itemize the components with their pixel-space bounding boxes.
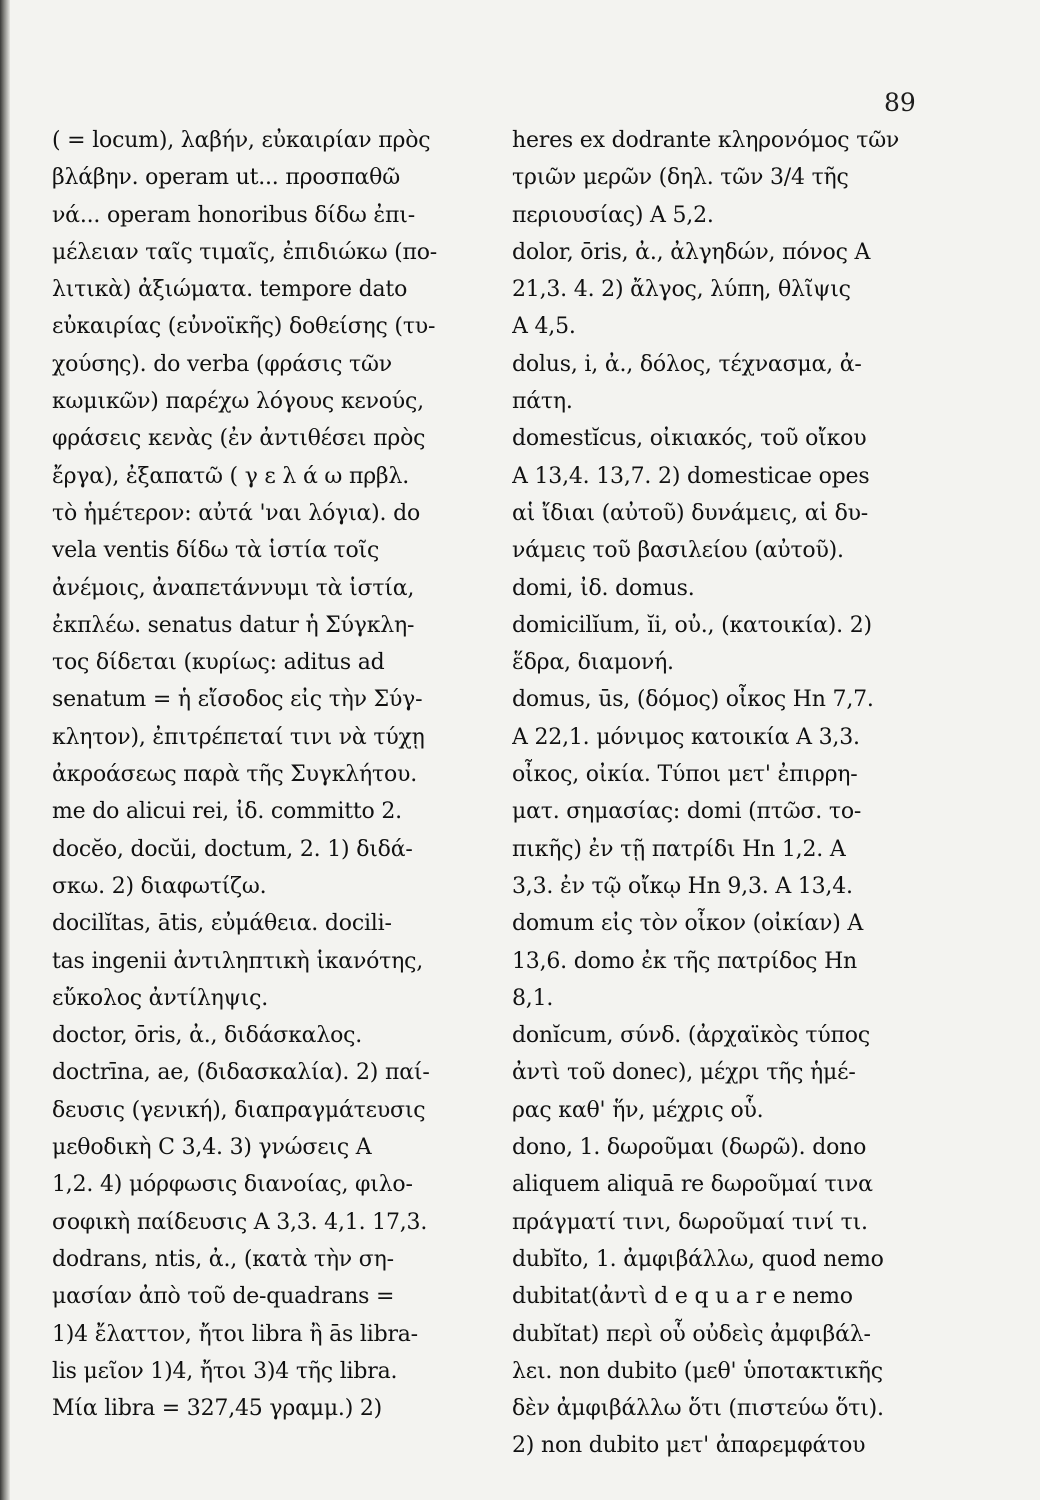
text-line: dubĭtat) περὶ οὗ οὐδεὶς ἀμφιβάλ- (512, 1321, 871, 1347)
text-line: πάτη. (512, 389, 573, 415)
text-line: ἀκροάσεως παρὰ τῆς Συγκλήτου. (52, 762, 418, 788)
text-line: Μία libra = 327,45 γραμμ.) 2) (52, 1396, 383, 1422)
page-number: 89 (884, 88, 916, 117)
right-column (512, 122, 930, 1465)
book-spine-shadow (0, 0, 10, 1500)
text-line: vela ventis δίδω τὰ ἱστία τοῖς (52, 538, 380, 564)
text-line: πράγματί τινι, δωροῦμαί τινί τι. (512, 1209, 868, 1235)
text-line: dolor, ōris, ἀ., ἀλγηδών, πόνος A (512, 239, 871, 265)
text-line: ἐκπλέω. senatus datur ἡ Σύγκλη- (52, 612, 415, 638)
text-line: tas ingenii ἀντιληπτικὴ ἱκανότης, (52, 948, 424, 974)
text-line: domus, ūs, (δόμος) οἶκος Hn 7,7. (512, 687, 874, 713)
text-line: τριῶν μερῶν (δηλ. τῶν 3/4 τῆς (512, 165, 849, 191)
text-line: κωμικῶν) παρέχω λόγους κενούς, (52, 389, 424, 415)
text-line: σοφικὴ παίδευσις A 3,3. 4,1. 17,3. (52, 1209, 428, 1235)
text-line: πικῆς) ἐν τῇ πατρίδι Hn 1,2. A (512, 836, 846, 862)
text-line: αἱ ἴδιαι (αὐτοῦ) δυνάμεις, αἱ δυ- (512, 500, 869, 526)
text-line: ἕδρα, διαμονή. (512, 650, 674, 676)
text-line: me do alicui rei, ἰδ. committo 2. (52, 799, 402, 825)
text-line: μεθοδικὴ C 3,4. 3) γνώσεις A (52, 1135, 372, 1161)
text-line: doctrīna, ae, (διδασκαλία). 2) παί- (52, 1060, 430, 1086)
text-line: 8,1. (512, 985, 554, 1011)
text-line: A 22,1. μόνιμος κατοικία A 3,3. (512, 724, 860, 750)
text-line: dono, 1. δωροῦμαι (δωρῶ). dono (512, 1135, 867, 1161)
text-line: τος δίδεται (κυρίως: aditus ad (52, 650, 385, 676)
text-line: 2) non dubito μετ' ἀπαρεμφάτου (512, 1433, 866, 1459)
text-line: κλητον), ἐπιτρέπεταί τινι νὰ τύχῃ (52, 724, 425, 750)
text-line: doctor, ōris, ἀ., διδάσκαλος. (52, 1023, 363, 1049)
text-line: 13,6. domo ἐκ τῆς πατρίδος Hn (512, 948, 858, 974)
text-line: ( = locum), λαβήν, εὐκαιρίαν πρὸς (52, 128, 431, 153)
text-line: ρας καθ' ἥν, μέχρις οὗ. (512, 1097, 764, 1123)
text-line: λιτικὰ) ἀξιώματα. tempore dato (52, 277, 408, 303)
text-line: donĭcum, σύνδ. (ἀρχαϊκὸς τύπος (512, 1023, 870, 1049)
text-line: A 13,4. 13,7. 2) domesticae opes (512, 463, 870, 489)
text-line: lis μεῖον 1)4, ἤτοι 3)4 τῆς libra. (52, 1358, 398, 1384)
text-line: νά... operam honoribus δίδω ἐπι- (52, 202, 415, 228)
text-line: βλάβην. operam ut... προσπαθῶ (52, 165, 400, 191)
text-line: 1,2. 4) μόρφωσις διανοίας, φιλο- (52, 1172, 413, 1198)
text-line: dolus, i, ἀ., δόλος, τέχνασμα, ἀ- (512, 351, 862, 377)
text-line: dubitat(ἀντὶ d e q u a r e nemo (512, 1284, 853, 1310)
text-line: λει. non dubito (μεθ' ὑποτακτικῆς (512, 1358, 883, 1384)
left-column (52, 122, 470, 1427)
text-line: δευσις (γενική), διαπραγμάτευσις (52, 1097, 426, 1123)
text-line: ἀντὶ τοῦ donec), μέχρι τῆς ἡμέ- (512, 1060, 856, 1086)
text-line: domum εἰς τὸν οἶκον (οἰκίαν) A (512, 911, 864, 937)
text-line: ματ. σημασίας: domi (πτῶσ. το- (512, 799, 862, 825)
text-line: εὐκαιρίας (εὐνοϊκῆς) δοθείσης (τυ- (52, 314, 436, 340)
text-line: 21,3. 4. 2) ἄλγος, λύπη, θλῖψις (512, 277, 851, 303)
text-line: domi, ἰδ. domus. (512, 575, 695, 601)
text-line: dodrans, ntis, ἀ., (κατὰ τὴν ση- (52, 1246, 394, 1272)
text-line: σκω. 2) διαφωτίζω. (52, 873, 267, 899)
text-line: A 4,5. (512, 314, 576, 340)
text-line: οἶκος, οἰκία. Τύποι μετ' ἐπιρρη- (512, 762, 858, 788)
text-line: δὲν ἀμφιβάλλω ὅτι (πιστεύω ὅτι). (512, 1396, 884, 1422)
text-line: τὸ ἡμέτερον: αὐτά 'ναι λόγια). do (52, 500, 421, 526)
text-line: 1)4 ἔλαττον, ἤτοι libra ἢ ās libra- (52, 1321, 418, 1347)
text-line: φράσεις κενὰς (ἐν ἀντιθέσει πρὸς (52, 426, 426, 452)
text-line: 3,3. ἐν τῷ οἴκῳ Hn 9,3. A 13,4. (512, 873, 853, 899)
text-line: heres ex dodrante κληρονόμος τῶν (512, 128, 900, 153)
text-line: εὔκολος ἀντίληψις. (52, 985, 269, 1011)
text-line: docilĭtas, ātis, εὐμάθεια. docili- (52, 911, 392, 937)
text-line: περιουσίας) A 5,2. (512, 202, 714, 228)
text-line: χούσης). do verba (φράσις τῶν (52, 351, 392, 377)
text-line: dubĭto, 1. ἀμφιβάλλω, quod nemo (512, 1246, 884, 1272)
text-line: aliquem aliquā re δωροῦμαί τινα (512, 1172, 873, 1198)
text-line: domicilĭum, ĭi, οὐ., (κατοικία). 2) (512, 612, 872, 638)
text-line: ἔργα), ἐξαπατῶ ( γ ε λ ά ω πρβλ. (52, 463, 409, 489)
text-line: νάμεις τοῦ βασιλείου (αὐτοῦ). (512, 538, 844, 564)
text-line: senatum = ἡ εἴσοδος εἰς τὴν Σύγ- (52, 687, 423, 713)
text-line: μασίαν ἀπὸ τοῦ de-quadrans = (52, 1284, 395, 1310)
text-line: docĕo, docŭi, doctum, 2. 1) διδά- (52, 836, 413, 862)
text-line: μέλειαν ταῖς τιμαῖς, ἐπιδιώκω (πο- (52, 239, 438, 265)
text-line: ἀνέμοις, ἀναπετάννυμι τὰ ἱστία, (52, 575, 415, 601)
text-line: domestĭcus, οἰκιακός, τοῦ οἴκου (512, 426, 867, 452)
